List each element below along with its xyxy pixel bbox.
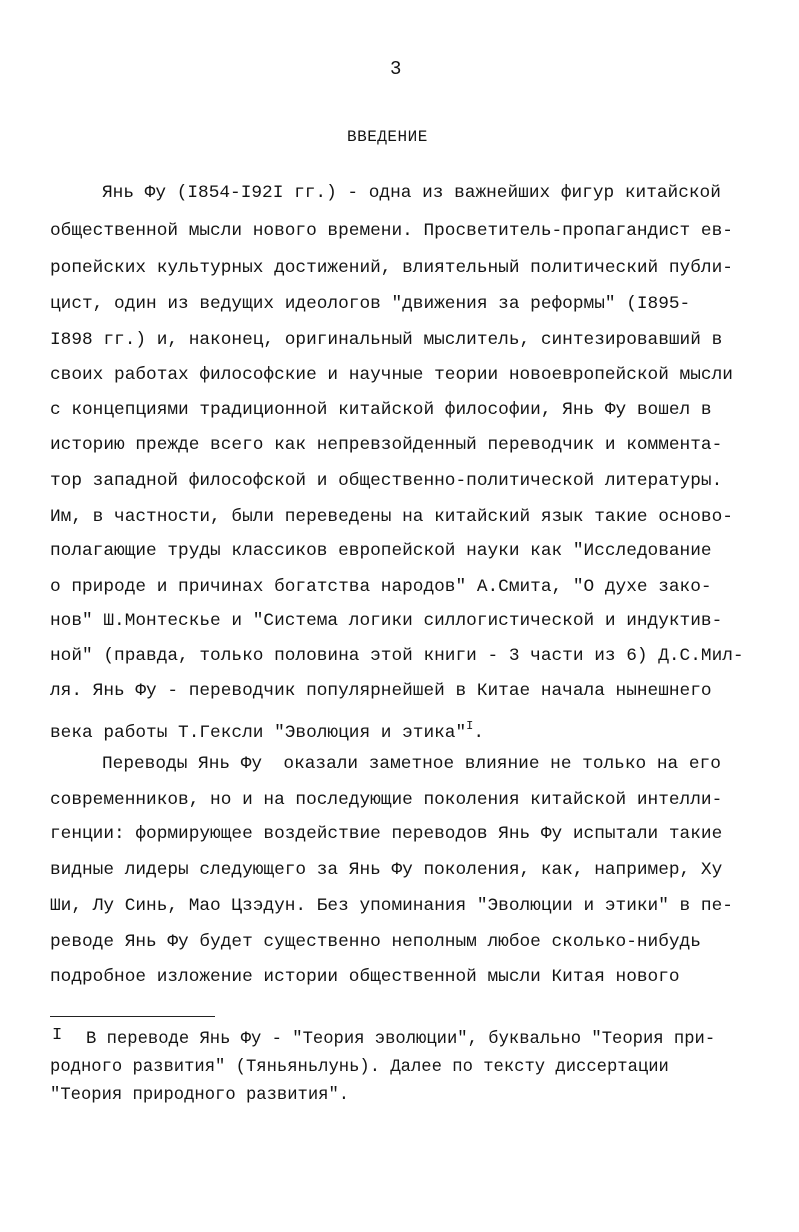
footnote-mark: I (52, 1026, 63, 1045)
text-line: общественной мысли нового времени. Просветитель-пропагандист ев- (50, 221, 733, 241)
text-line: современников, но и на последующие поколения китайской интелли- (50, 790, 723, 810)
footnote-line: родного развития" (Тяньяньлунь). Далее по тексту диссертации (50, 1058, 669, 1077)
text-line: реводе Янь Фу будет существенно неполным любое сколько-нибудь (50, 932, 701, 952)
text-line: видные лидеры следующего за Янь Фу поколения, как, например, Ху (50, 860, 723, 880)
text-line: подробное изложение истории общественной мысли Китая нового (50, 967, 680, 987)
text-line: историю прежде всего как непревзойденный переводчик и коммента- (50, 435, 723, 455)
text-line: с концепциями традиционной китайской философии, Янь Фу вошел в (50, 400, 712, 420)
text-line: Им, в частности, были переведены на китайский язык такие осново- (50, 507, 733, 527)
footnote-line: "Теория природного развития". (50, 1086, 350, 1105)
text-line: нов" Ш.Монтескье и "Система логики силлогистической и индуктив- (50, 611, 723, 631)
footnote-line: В переводе Янь Фу - "Теория эволюции", буквально "Теория при- (86, 1030, 716, 1049)
text-line: о природе и причинах богатства народов" А.Смита, "О духе зако- (50, 577, 712, 597)
text-line: своих работах философские и научные теории новоевропейской мысли (50, 365, 733, 385)
text-line: цист, один из ведущих идеологов "движения за реформы" (I895- (50, 294, 691, 314)
footnote-divider (50, 1016, 215, 1017)
text-line (50, 716, 484, 743)
text-line-content: века работы Т.Гексли "Эволюция и этика" (50, 723, 467, 743)
text-line: I898 гг.) и, наконец, оригинальный мыслитель, синтезировавший в (50, 330, 723, 350)
text-line: ропейских культурных достижений, влиятельный политический публи- (50, 258, 733, 278)
text-line: полагающие труды классиков европейской науки как "Исследование (50, 541, 712, 561)
text-line: ной" (правда, только половина этой книги - 3 части из 6) Д.С.Мил- (50, 646, 744, 666)
text-line: Ши, Лу Синь, Мао Цзэдун. Без упоминания "Эволюции и этики" в пе- (50, 896, 733, 916)
text-line: Переводы Янь Фу оказали заметное влияние не только на его (102, 754, 721, 774)
text-line: тор западной философской и общественно-политической литературы. (50, 471, 723, 491)
section-title: ВВЕДЕНИЕ (347, 128, 428, 146)
text-line: Янь Фу (I854-I92I гг.) - одна из важнейших фигур китайской (102, 183, 721, 203)
sentence-end: . (473, 723, 485, 743)
text-line: ля. Янь Фу - переводчик популярнейшей в Китае начала нынешнего (50, 681, 712, 701)
text-line: генции: формирующее воздействие переводов Янь Фу испытали такие (50, 824, 723, 844)
page-number: 3 (390, 58, 402, 80)
footnote-reference: I (466, 719, 474, 733)
